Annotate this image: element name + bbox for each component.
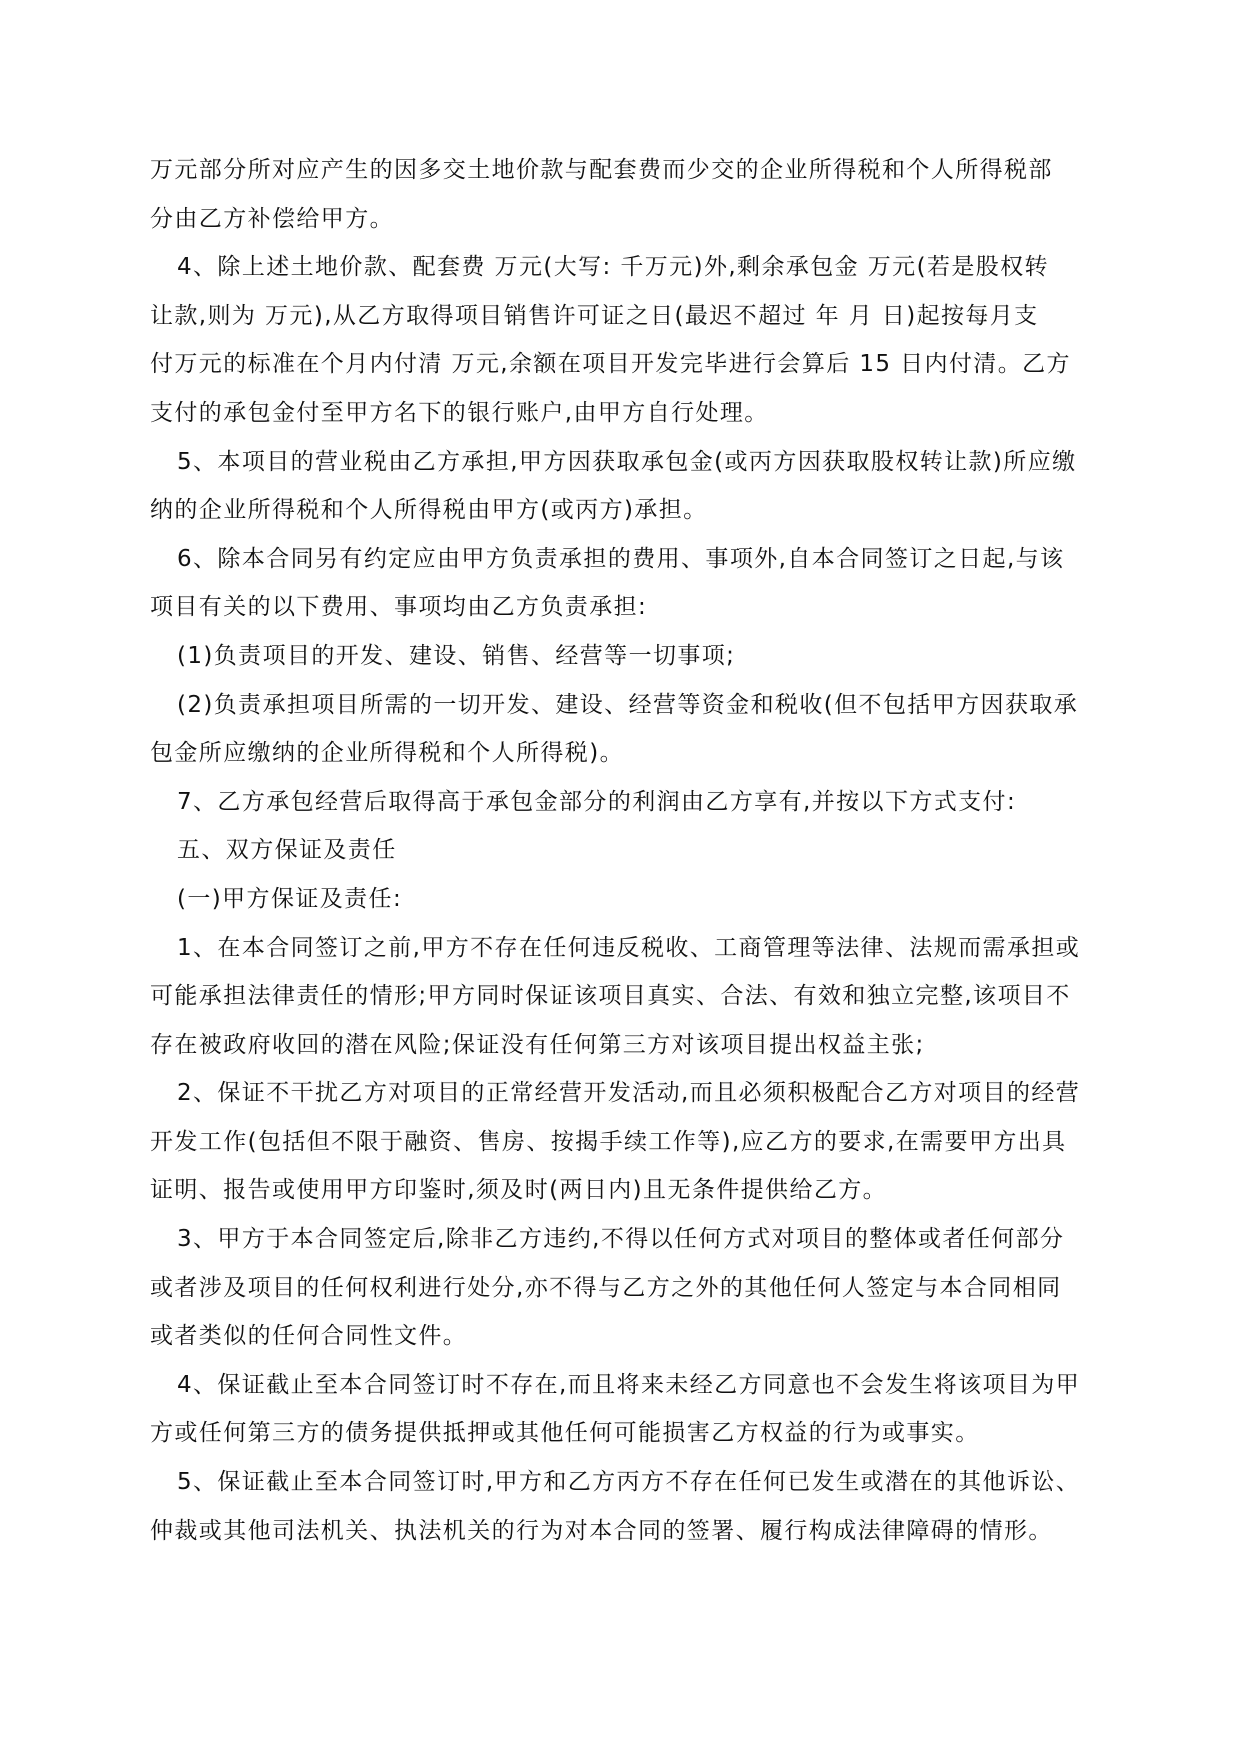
text-line: 证明、报告或使用甲方印鉴时,须及时(两日内)且无条件提供给乙方。 [150, 1177, 888, 1204]
section-heading: 五、双方保证及责任 [177, 837, 397, 864]
sub-item-2-line: (2)负责承担项目所需的一切开发、建设、经营等资金和税收(但不包括甲方因获取承 [177, 691, 1079, 718]
guarantee-2-line: 2、保证不干扰乙方对项目的正常经营开发活动,而且必须积极配合乙方对项目的经营 [177, 1080, 1081, 1107]
clause-6-line: 6、除本合同另有约定应由甲方负责承担的费用、事项外,自本合同签订之日起,与该 [177, 545, 1065, 572]
text-line: 支付的承包金付至甲方名下的银行账户,由甲方自行处理。 [150, 399, 769, 426]
guarantee-3-line: 3、甲方于本合同签定后,除非乙方违约,不得以任何方式对项目的整体或者任何部分 [177, 1226, 1065, 1253]
text-line: 或者涉及项目的任何权利进行处分,亦不得与乙方之外的其他任何人签定与本合同相同 [150, 1274, 1062, 1301]
text-line: 存在被政府收回的潜在风险;保证没有任何第三方对该项目提出权益主张; [150, 1031, 925, 1058]
text-line: 分由乙方补偿给甲方。 [150, 205, 394, 232]
guarantee-5-line: 5、保证截止至本合同签订时,甲方和乙方丙方不存在任何已发生或潜在的其他诉讼、 [177, 1469, 1081, 1496]
text-line: 付万元的标准在个月内付清 万元,余额在项目开发完毕进行会算后 15 日内付清。乙方 [150, 351, 1071, 378]
text-line: 仲裁或其他司法机关、执法机关的行为对本合同的签署、履行构成法律障碍的情形。 [150, 1517, 1053, 1544]
clause-5-line: 5、本项目的营业税由乙方承担,甲方因获取承包金(或丙方因获取股权转让款)所应缴 [177, 448, 1077, 475]
clause-4-line: 4、除上述土地价款、配套费 万元(大写: 千万元)外,剩余承包金 万元(若是股权转 [177, 254, 1049, 281]
text-line: 让款,则为 万元),从乙方取得项目销售许可证之日(最迟不超过 年 月 日)起按每月支 [150, 302, 1039, 329]
text-line: 纳的企业所得税和个人所得税由甲方(或丙方)承担。 [150, 497, 708, 524]
subsection-heading: (一)甲方保证及责任: [177, 885, 403, 912]
text-line: 万元部分所对应产生的因多交土地价款与配套费而少交的企业所得税和个人所得税部 [150, 157, 1053, 183]
guarantee-4-line: 4、保证截止至本合同签订时不存在,而且将来未经乙方同意也不会发生将该项目为甲 [177, 1371, 1081, 1398]
text-line: 项目有关的以下费用、事项均由乙方负责承担: [150, 594, 648, 621]
text-line: 包金所应缴纳的企业所得税和个人所得税)。 [150, 740, 624, 767]
text-line: 方或任何第三方的债务提供抵押或其他任何可能损害乙方权益的行为或事实。 [150, 1420, 980, 1447]
text-line: 可能承担法律责任的情形;甲方同时保证该项目真实、合法、有效和独立完整,该项目不 [150, 983, 1071, 1010]
clause-7-line: 7、乙方承包经营后取得高于承包金部分的利润由乙方享有,并按以下方式支付: [177, 788, 1017, 815]
text-line: 或者类似的任何合同性文件。 [150, 1323, 468, 1350]
document-page [150, 146, 1110, 1555]
sub-item-1-line: (1)负责项目的开发、建设、销售、经营等一切事项; [177, 642, 736, 669]
guarantee-1-line: 1、在本合同签订之前,甲方不存在任何违反税收、工商管理等法律、法规而需承担或 [177, 934, 1081, 961]
text-line: 开发工作(包括但不限于融资、售房、按揭手续工作等),应乙方的要求,在需要甲方出具 [150, 1128, 1067, 1155]
